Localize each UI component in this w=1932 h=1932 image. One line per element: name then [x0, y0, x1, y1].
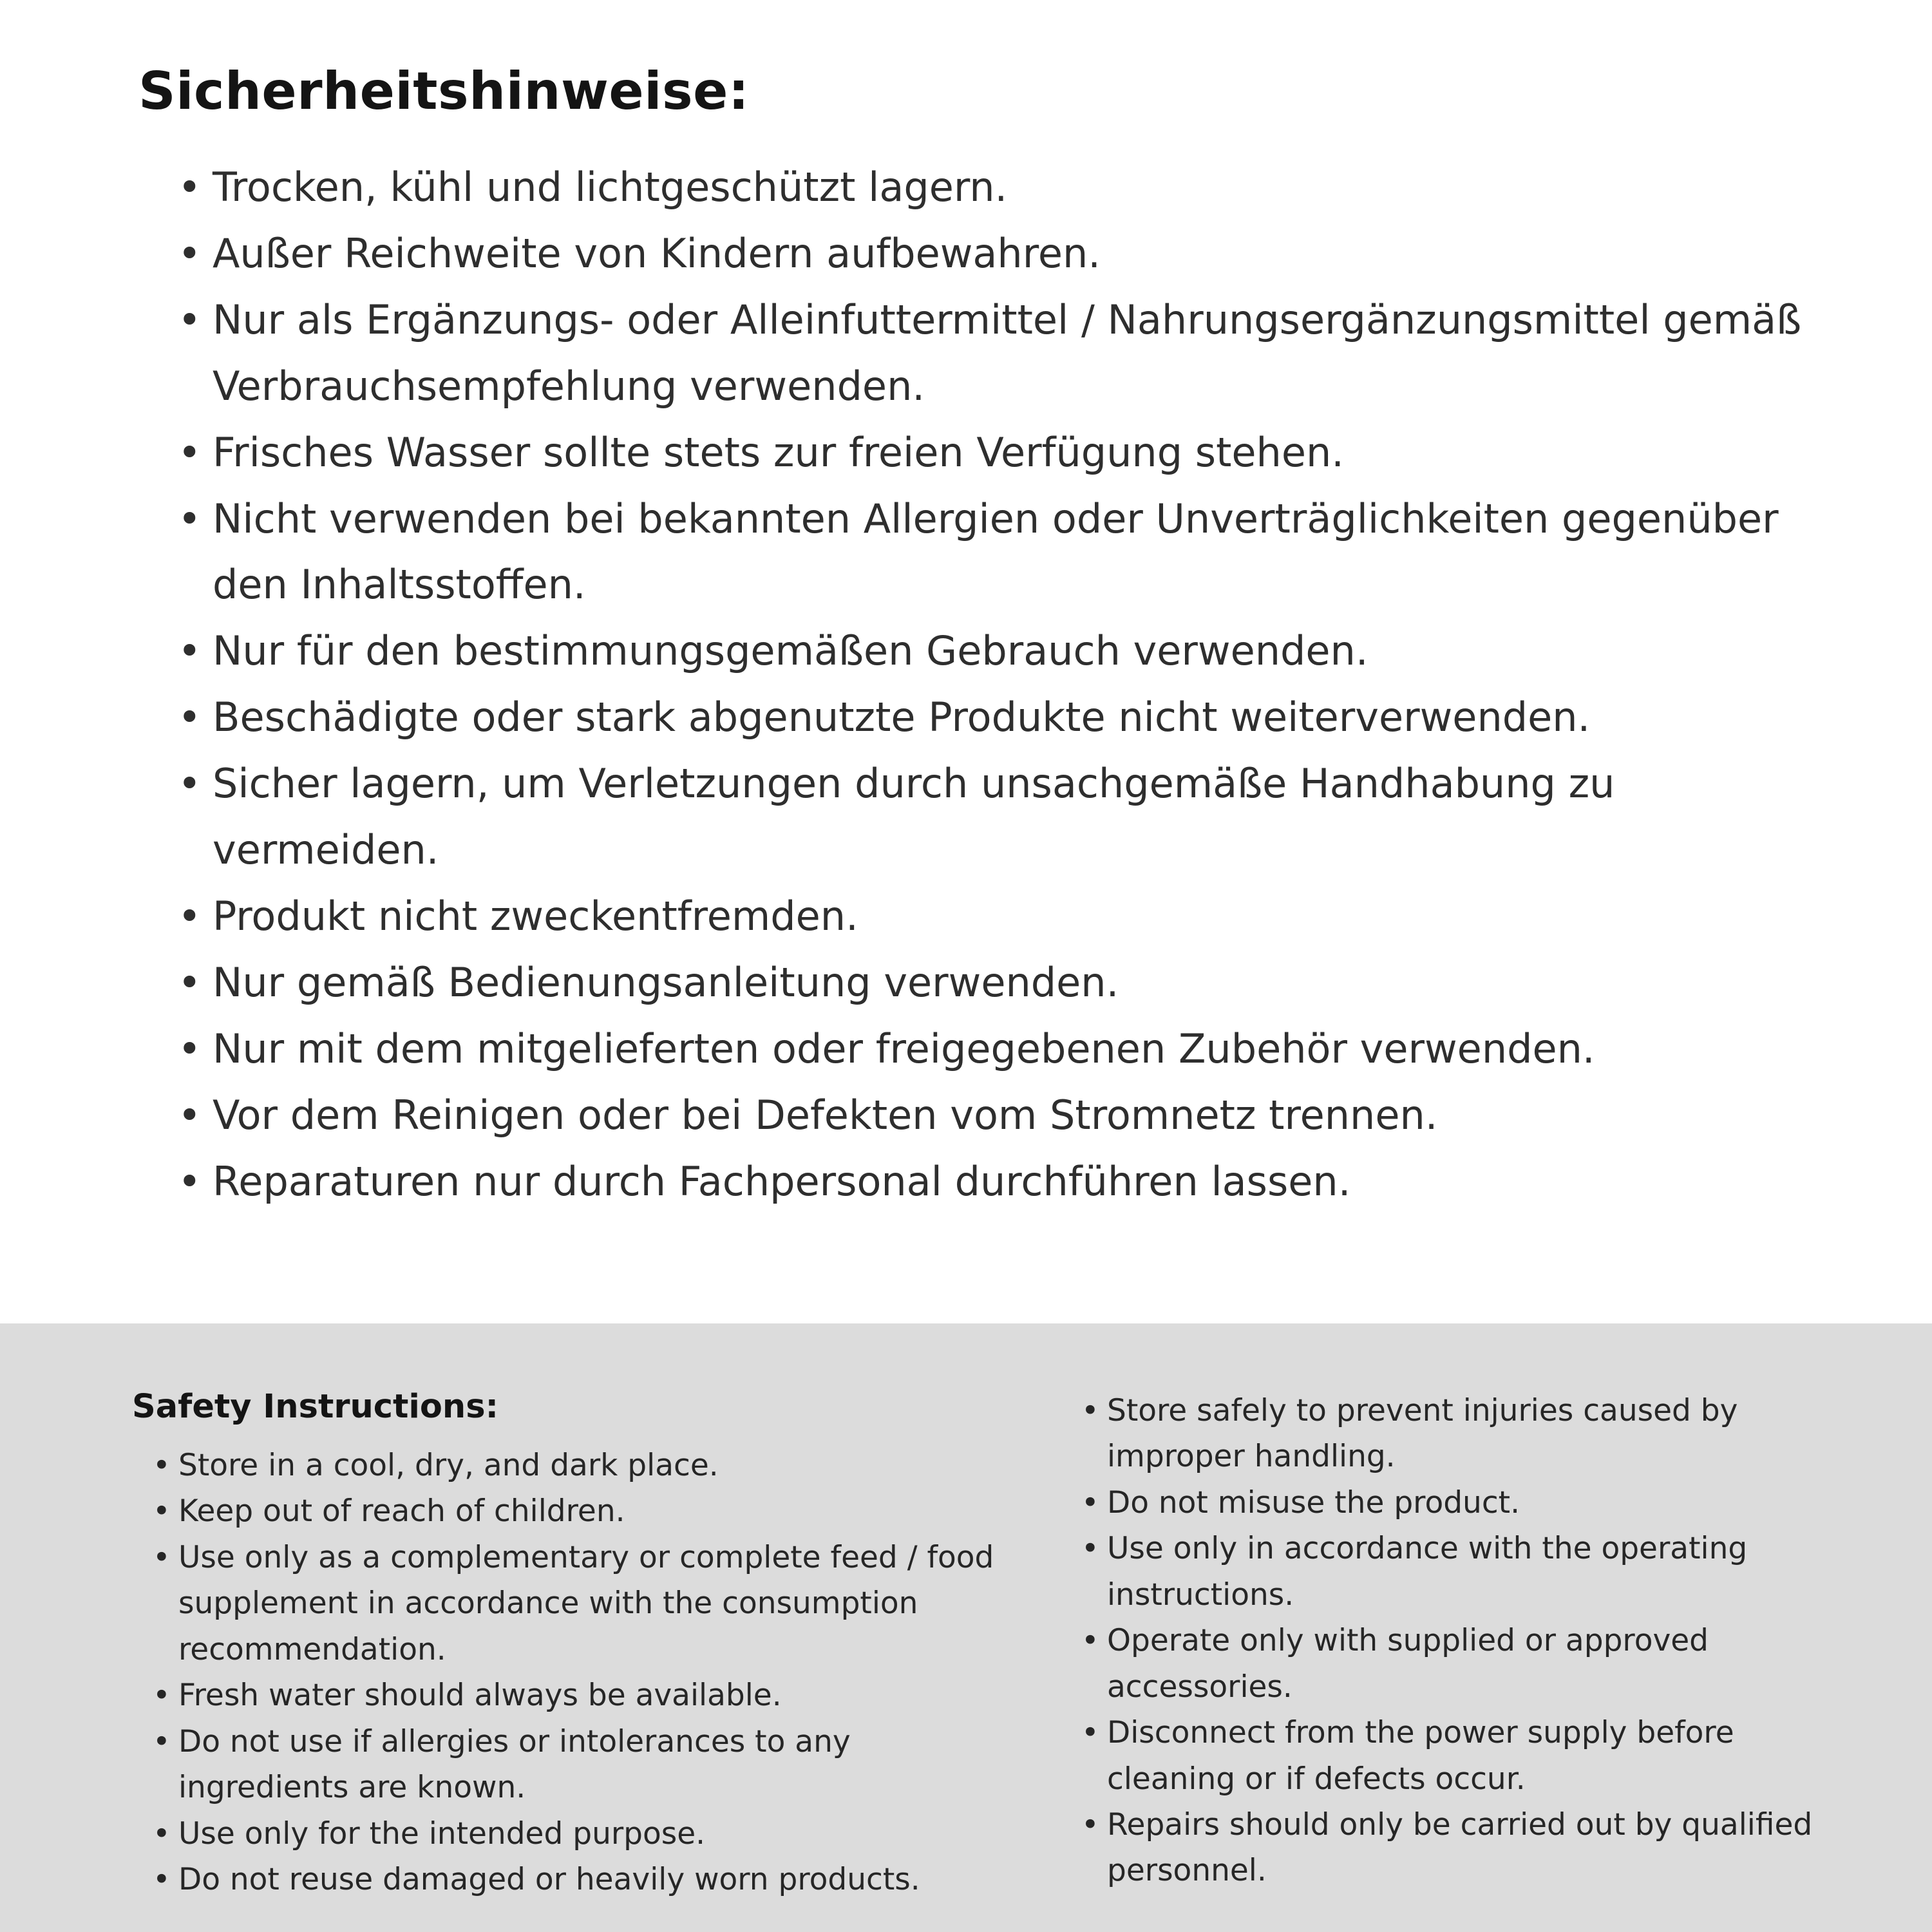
- list-item: • Produkt nicht zweckentfremden.: [174, 884, 1829, 950]
- list-item: • Repairs should only be carried out by qualified personnel.: [1079, 1802, 1839, 1894]
- list-item: • Do not use if allergies or intolerances to any ingredients are known.: [150, 1719, 1008, 1811]
- list-item: • Use only in accordance with the operating instructions.: [1079, 1526, 1839, 1618]
- english-column-right: [1079, 1388, 1839, 1932]
- english-safety-section: [0, 1323, 1932, 1932]
- list-item: • Frisches Wasser sollte stets zur freien Verfügung stehen.: [174, 420, 1829, 486]
- list-item: • Beschädigte oder stark abgenutzte Produkte nicht weiterverwenden.: [174, 685, 1829, 751]
- english-column-left: [132, 1388, 1008, 1932]
- list-item: • Keep out of reach of children.: [150, 1488, 1008, 1534]
- list-item: • Nur gemäß Bedienungsanleitung verwenden.: [174, 950, 1829, 1016]
- german-safety-list: [138, 155, 1829, 1215]
- list-item: • Außer Reichweite von Kindern aufbewahren.: [174, 221, 1829, 287]
- german-heading: Sicherheitshinweise:: [138, 61, 750, 121]
- list-item: • Nur als Ergänzungs- oder Alleinfuttermittel / Nahrungsergänzungsmittel gemäß Verbrauchsempfehlung verwenden.: [174, 287, 1829, 420]
- list-item: • Use only as a complementary or complete feed / food supplement in accordance with the consumption recommendation.: [150, 1535, 1008, 1672]
- list-item: • Use only for the intended purpose.: [150, 1811, 1008, 1857]
- english-safety-list-left: [132, 1443, 1008, 1902]
- list-item: • Nur mit dem mitgelieferten oder freigegebenen Zubehör verwenden.: [174, 1016, 1829, 1083]
- list-item: • Disconnect from the power supply before cleaning or if defects occur.: [1079, 1710, 1839, 1802]
- list-item: • Store in a cool, dry, and dark place.: [150, 1443, 1008, 1488]
- list-item: • Store safely to prevent injuries caused by improper handling.: [1079, 1388, 1839, 1480]
- list-item: • Nur für den bestimmungsgemäßen Gebrauch verwenden.: [174, 618, 1829, 685]
- list-item: • Trocken, kühl und lichtgeschützt lagern.: [174, 155, 1829, 221]
- list-item: • Operate only with supplied or approved accessories.: [1079, 1618, 1839, 1710]
- list-item: • Do not misuse the product.: [1079, 1480, 1839, 1526]
- english-safety-list-right: [1079, 1388, 1839, 1894]
- english-heading: Safety Instructions:: [132, 1388, 498, 1426]
- list-item: • Sicher lagern, um Verletzungen durch unsachgemäße Handhabung zu vermeiden.: [174, 751, 1829, 884]
- list-item: • Reparaturen nur durch Fachpersonal durchführen lassen.: [174, 1149, 1829, 1215]
- list-item: • Nicht verwenden bei bekannten Allergien oder Unverträglichkeiten gegenüber den Inhaltsstoffen.: [174, 486, 1829, 619]
- list-item: • Fresh water should always be available.: [150, 1672, 1008, 1718]
- list-item: • Do not reuse damaged or heavily worn products.: [150, 1857, 1008, 1902]
- list-item: • Vor dem Reinigen oder bei Defekten vom Stromnetz trennen.: [174, 1083, 1829, 1149]
